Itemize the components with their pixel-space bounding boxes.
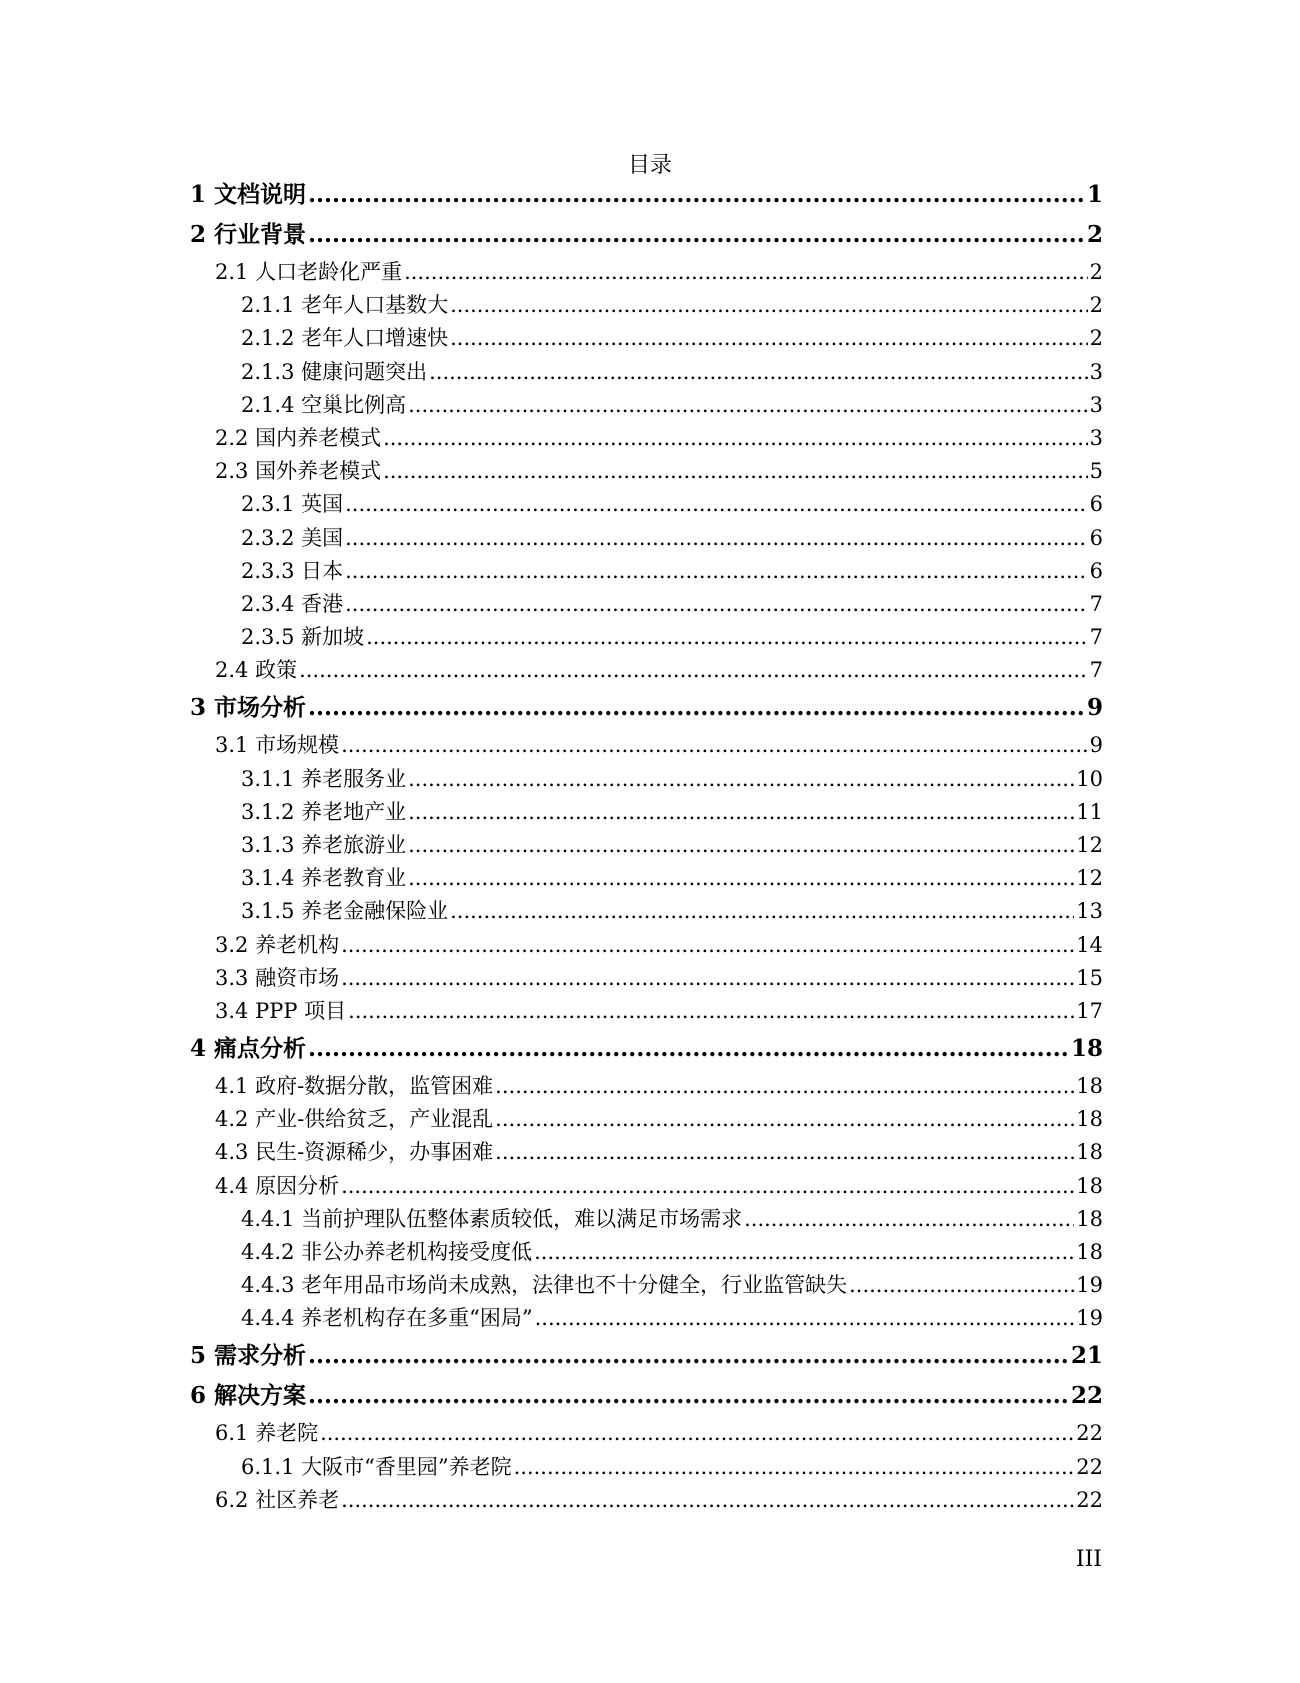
toc-entry-page: 3 (1089, 359, 1103, 384)
toc-entry[interactable] (241, 489, 1103, 519)
toc-entry-label: 2.3.3 日本 (241, 558, 344, 583)
toc-entry[interactable] (190, 1032, 1103, 1066)
toc-entry-label: 2.1.4 空巢比例高 (241, 392, 407, 417)
toc-entry-label: 2.1 人口老龄化严重 (215, 260, 403, 284)
toc-leader-dots (495, 1071, 1074, 1101)
toc-entry-label: 4.1 政府-数据分散，监管困难 (215, 1074, 494, 1098)
toc-entry-page: 19 (1076, 1273, 1103, 1298)
toc-entry[interactable] (215, 996, 1103, 1026)
toc-entry[interactable] (241, 390, 1103, 420)
toc-leader-dots (341, 730, 1088, 760)
toc-entry[interactable] (190, 178, 1103, 212)
toc-entry[interactable] (215, 930, 1103, 960)
toc-leader-dots (308, 1032, 1069, 1066)
toc-leader-dots (495, 1137, 1074, 1167)
toc-entry-page: 17 (1076, 999, 1103, 1023)
toc-leader-dots (308, 1339, 1069, 1373)
toc-leader-dots (341, 930, 1074, 960)
toc-leader-dots (450, 290, 1088, 320)
toc-leader-dots (744, 1204, 1074, 1234)
toc-entry[interactable] (241, 1204, 1103, 1234)
toc-entry[interactable] (241, 357, 1103, 387)
toc-entry[interactable] (215, 456, 1103, 486)
toc-entry[interactable] (215, 730, 1103, 760)
toc-entry-page: 6 (1089, 525, 1103, 550)
page-number: III (1075, 1547, 1102, 1572)
toc-entry-page: 14 (1076, 932, 1103, 957)
toc-leader-dots (308, 1379, 1069, 1413)
toc-leader-dots (408, 797, 1074, 827)
toc-leader-dots (345, 556, 1088, 586)
toc-entry-label: 2.1.3 健康问题突出 (241, 359, 428, 384)
toc-leader-dots (408, 830, 1074, 860)
toc-leader-dots (308, 691, 1085, 725)
toc-leader-dots (408, 390, 1088, 420)
toc-entry-label: 4.4.3 老年用品市场尚未成熟，法律也不十分健全，行业监管缺失 (241, 1273, 848, 1298)
toc-entry[interactable] (215, 1485, 1103, 1515)
toc-leader-dots (345, 523, 1088, 553)
toc-leader-dots (299, 655, 1088, 685)
toc-entry-page: 18 (1076, 1240, 1103, 1264)
toc-entry-label: 3.1 市场规模 (215, 733, 340, 758)
toc-entry-label: 6.2 社区养老 (215, 1487, 340, 1512)
toc-entry-label: 3.1.1 养老服务业 (241, 766, 407, 791)
toc-leader-dots (341, 963, 1074, 993)
toc-leader-dots (535, 1303, 1075, 1333)
toc-entry-label: 3.4 PPP 项目 (215, 999, 347, 1023)
toc-entry-label: 3.1.3 养老旅游业 (241, 833, 407, 857)
toc-entry[interactable] (241, 589, 1103, 619)
toc-entry-label: 3.3 融资市场 (215, 965, 340, 990)
toc-entry-label: 4 痛点分析 (190, 1035, 307, 1062)
toc-entry[interactable] (241, 622, 1103, 652)
toc-entry-page: 3 (1089, 392, 1103, 417)
toc-entry-page: 12 (1076, 833, 1103, 857)
toc-entry-label: 6 解决方案 (190, 1382, 307, 1410)
toc-leader-dots (514, 1452, 1075, 1482)
toc-entry-page: 18 (1076, 1140, 1103, 1165)
toc-leader-dots (849, 1270, 1074, 1300)
toc-entry[interactable] (241, 797, 1103, 827)
toc-entry-label: 4.4 原因分析 (215, 1173, 340, 1198)
toc-leader-dots (450, 323, 1088, 353)
toc-entry-page: 18 (1076, 1173, 1103, 1198)
toc-entry-page: 19 (1076, 1306, 1103, 1331)
toc-entry-label: 2.3.1 英国 (241, 492, 344, 517)
toc-entry-page: 22 (1076, 1487, 1103, 1512)
toc-entry-label: 4.3 民生-资源稀少，办事困难 (215, 1140, 494, 1165)
toc-entry[interactable] (190, 1339, 1103, 1373)
toc-entry-page: 10 (1076, 766, 1103, 791)
toc-entry[interactable] (215, 257, 1103, 287)
toc-entry[interactable] (241, 556, 1103, 586)
toc-leader-dots (341, 1485, 1074, 1515)
toc-entry-page: 18 (1076, 1107, 1103, 1132)
toc-entry-label: 2.3 国外养老模式 (215, 459, 382, 484)
toc-entry-page: 9 (1089, 733, 1103, 758)
toc-entry[interactable] (215, 1171, 1103, 1201)
toc-leader-dots (408, 863, 1074, 893)
toc-entry[interactable] (241, 764, 1103, 794)
toc-entry-page: 3 (1089, 426, 1103, 450)
toc-entry-page: 18 (1076, 1206, 1103, 1231)
toc-entry-page: 18 (1076, 1074, 1103, 1098)
toc-entry-page: 15 (1076, 965, 1103, 990)
toc-leader-dots (348, 996, 1074, 1026)
toc-entry[interactable] (190, 691, 1103, 725)
toc-entry-page: 22 (1070, 1382, 1103, 1410)
toc-entry[interactable] (241, 1237, 1103, 1267)
toc-entry-page: 11 (1076, 799, 1103, 824)
toc-leader-dots (345, 489, 1088, 519)
toc-leader-dots (408, 764, 1074, 794)
toc-entry-page: 2 (1089, 260, 1103, 284)
page-title: 目录 (627, 153, 672, 178)
toc-entry-page: 12 (1076, 866, 1103, 891)
toc-entry[interactable] (241, 1303, 1103, 1333)
toc-entry-page: 2 (1089, 326, 1103, 351)
toc-leader-dots (495, 1104, 1074, 1134)
toc-entry[interactable] (215, 1071, 1103, 1101)
toc-leader-dots (320, 1418, 1074, 1448)
toc-entry-label: 5 需求分析 (190, 1342, 307, 1370)
toc-entry-label: 3.1.2 养老地产业 (241, 799, 407, 824)
toc-leader-dots (341, 1171, 1074, 1201)
toc-entry-page: 7 (1089, 592, 1103, 616)
toc-leader-dots (366, 622, 1088, 652)
toc-entry-label: 3.2 养老机构 (215, 932, 340, 957)
toc-entry-page: 5 (1089, 459, 1103, 484)
toc-entry-label: 2.1.2 老年人口增速快 (241, 326, 449, 351)
toc-leader-dots (534, 1237, 1074, 1267)
toc-entry[interactable] (215, 423, 1103, 453)
toc-entry[interactable] (190, 218, 1103, 252)
toc-entry[interactable] (241, 290, 1103, 320)
toc-entry-label: 6.1.1 大阪市“香里园”养老院 (241, 1454, 512, 1479)
toc-entry[interactable] (215, 963, 1103, 993)
toc-entry-label: 2 行业背景 (190, 221, 307, 248)
toc-entry-label: 2.2 国内养老模式 (215, 426, 382, 450)
toc-leader-dots (404, 257, 1088, 287)
toc-entry[interactable] (241, 896, 1103, 926)
toc-entry-label: 3 市场分析 (190, 694, 307, 722)
toc-entry-page: 21 (1070, 1342, 1103, 1370)
toc-entry-page: 13 (1076, 899, 1103, 924)
toc-entry-label: 6.1 养老院 (215, 1421, 319, 1446)
toc-entry[interactable] (241, 830, 1103, 860)
toc-entry-page: 7 (1089, 658, 1103, 683)
toc-entry-page: 7 (1089, 625, 1103, 650)
toc-entry-label: 4.4.4 养老机构存在多重“困局” (241, 1306, 533, 1331)
toc-leader-dots (345, 589, 1088, 619)
toc-leader-dots (450, 896, 1074, 926)
toc-entry-page: 6 (1089, 558, 1103, 583)
toc-entry[interactable] (215, 1137, 1103, 1167)
toc-leader-dots (383, 423, 1088, 453)
toc-entry[interactable] (241, 1270, 1103, 1300)
toc-entry-label: 2.3.5 新加坡 (241, 625, 365, 650)
toc-entry[interactable] (190, 1379, 1103, 1413)
toc-entry-label: 2.3.4 香港 (241, 592, 344, 616)
toc-entry[interactable] (215, 655, 1103, 685)
toc-leader-dots (383, 456, 1088, 486)
toc-entry-label: 2.3.2 美国 (241, 525, 344, 550)
toc-entry-label: 3.1.4 养老教育业 (241, 866, 407, 891)
toc-leader-dots (308, 218, 1085, 252)
toc-entry-label: 4.4.2 非公办养老机构接受度低 (241, 1240, 533, 1264)
toc-entry-label: 2.1.1 老年人口基数大 (241, 293, 449, 318)
toc-entry-label: 4.4.1 当前护理队伍整体素质较低，难以满足市场需求 (241, 1206, 743, 1231)
toc-entry-page: 22 (1076, 1454, 1103, 1479)
toc-entry-label: 1 文档说明 (190, 181, 307, 208)
toc-entry-page: 18 (1070, 1035, 1103, 1062)
toc-entry-page: 6 (1089, 492, 1103, 517)
toc-entry[interactable] (241, 863, 1103, 893)
toc-entry-label: 2.4 政策 (215, 658, 298, 683)
toc-entry-label: 3.1.5 养老金融保险业 (241, 899, 449, 924)
toc-entry-page: 1 (1086, 181, 1103, 208)
toc-entry-page: 2 (1089, 293, 1103, 318)
toc-entry[interactable] (241, 1452, 1103, 1482)
toc-entry[interactable] (215, 1418, 1103, 1448)
toc-entry[interactable] (241, 323, 1103, 353)
toc-entry-page: 9 (1086, 694, 1103, 722)
toc-entry[interactable] (215, 1104, 1103, 1134)
toc-leader-dots (308, 178, 1085, 212)
toc-leader-dots (429, 357, 1088, 387)
toc-entry[interactable] (241, 523, 1103, 553)
toc-entry-page: 22 (1076, 1421, 1103, 1446)
toc-entry-label: 4.2 产业-供给贫乏，产业混乱 (215, 1107, 494, 1132)
toc-entry-page: 2 (1086, 221, 1103, 248)
